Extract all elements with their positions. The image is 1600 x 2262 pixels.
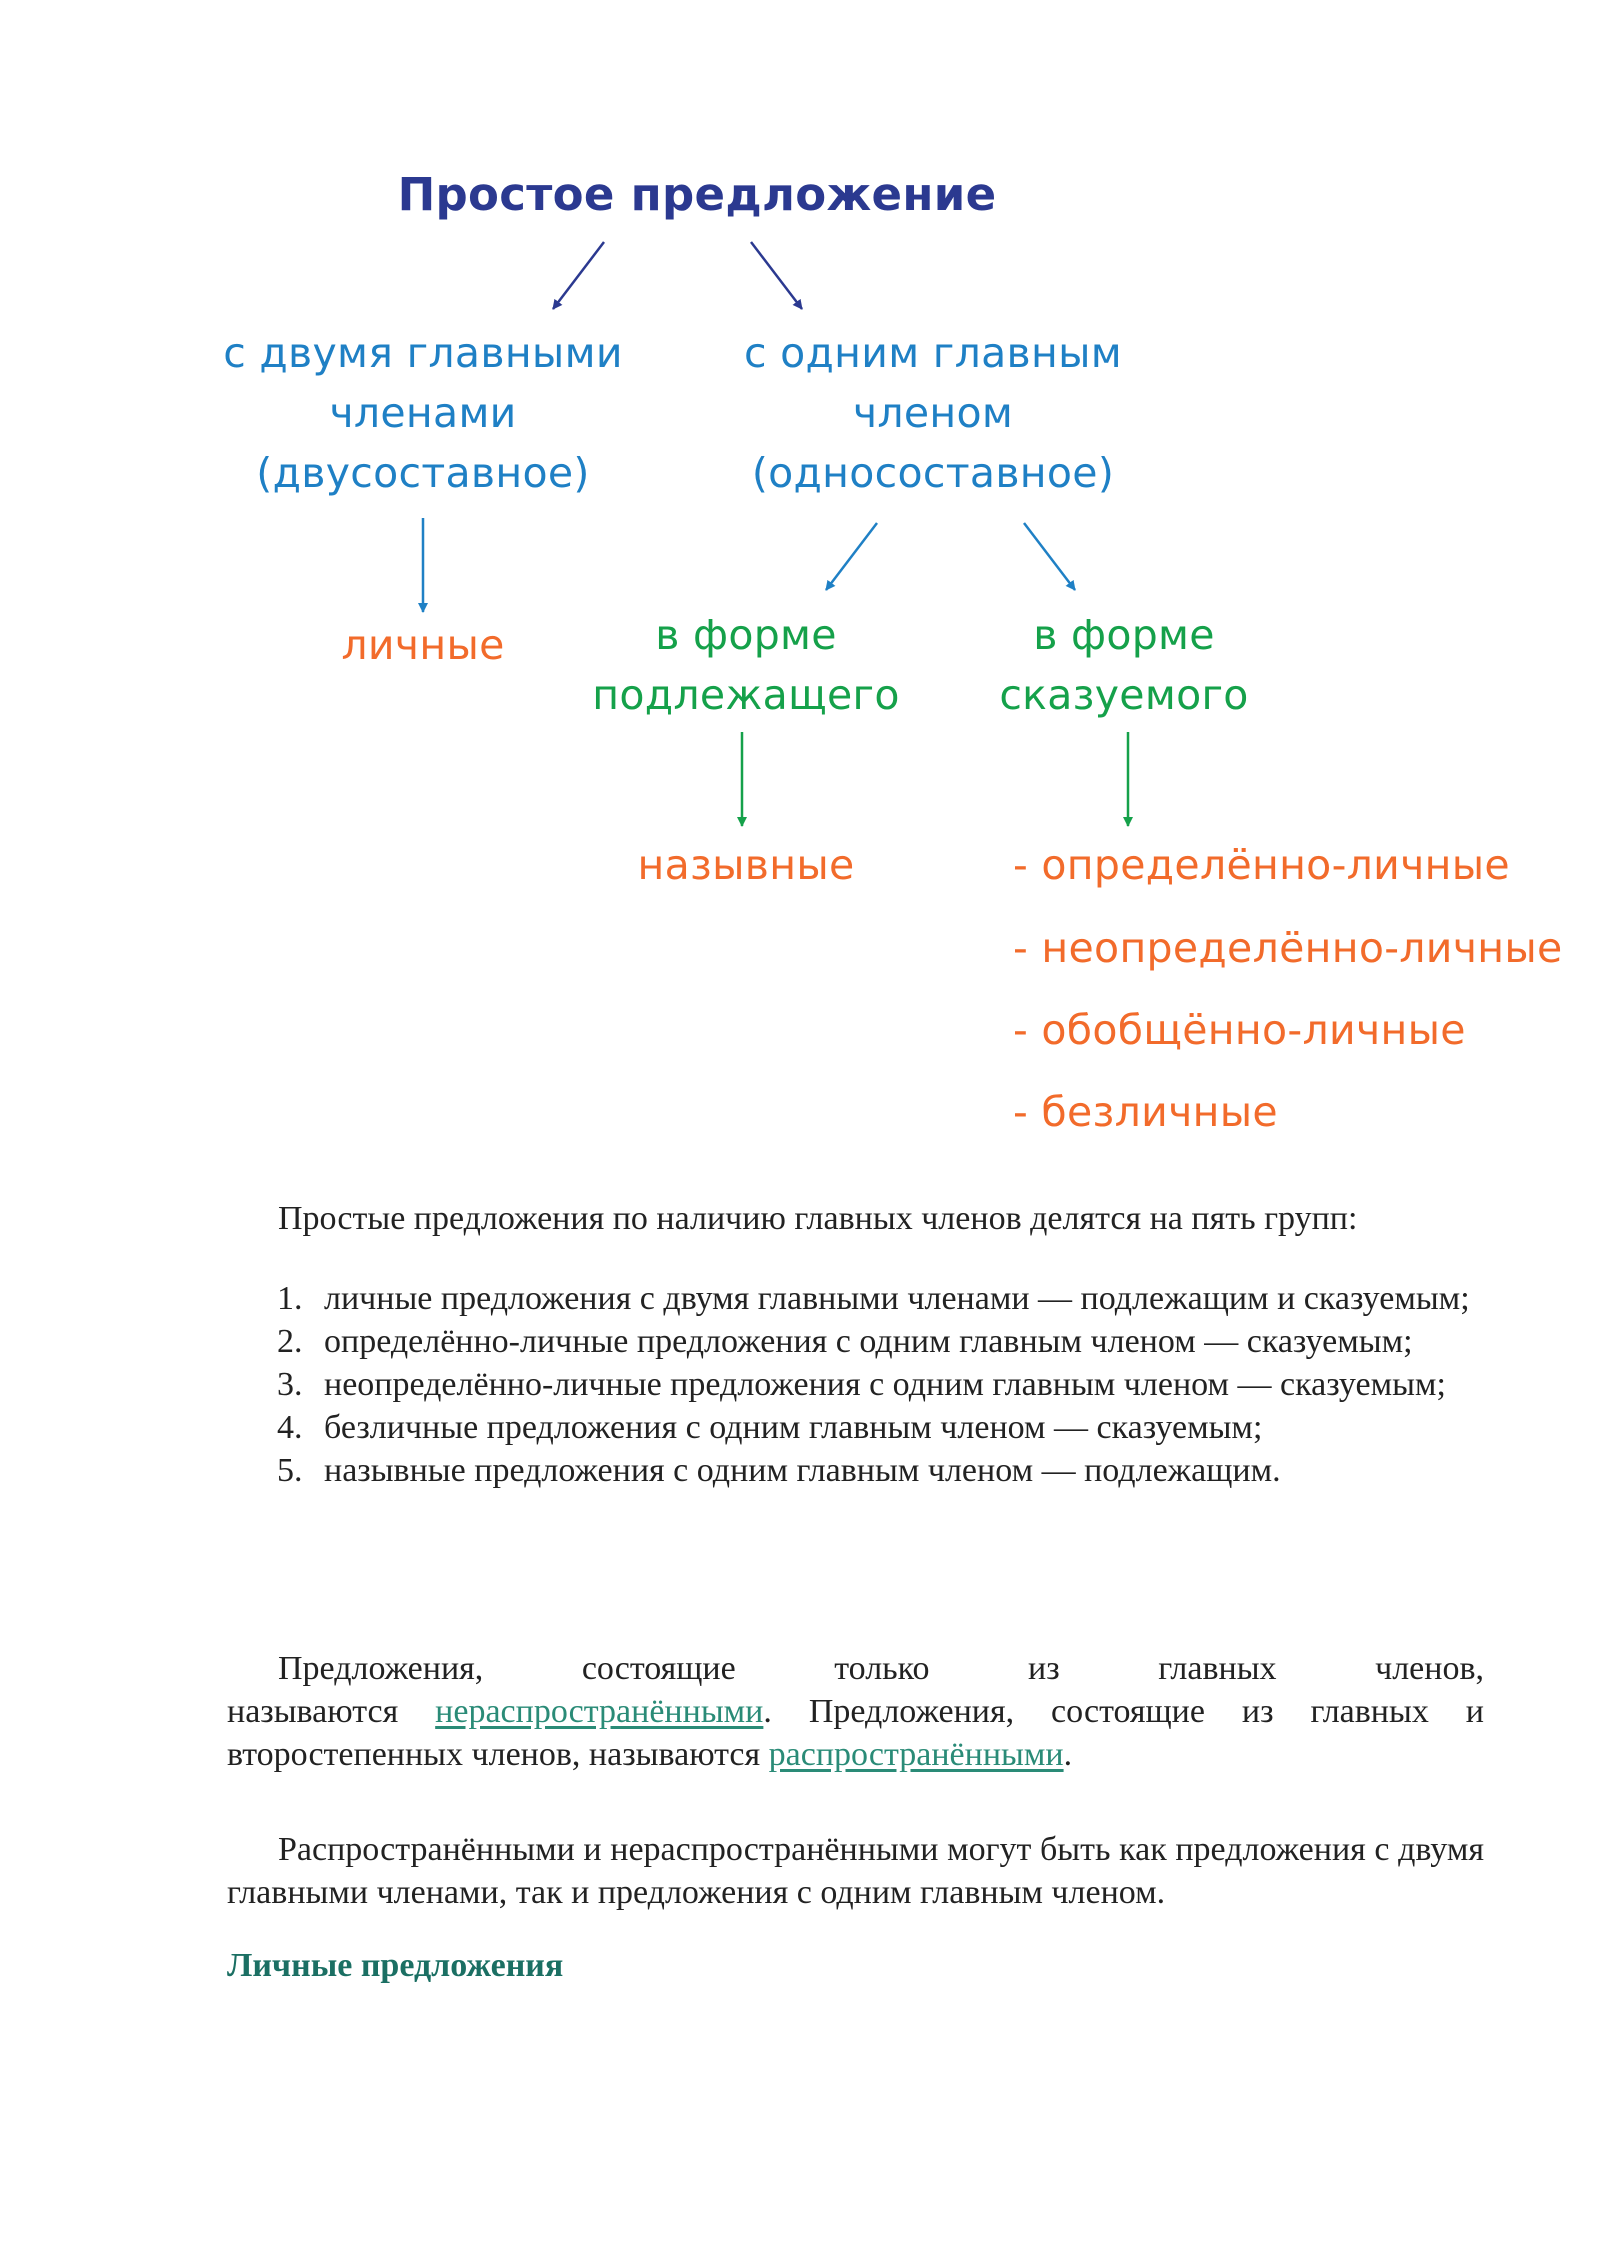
list-number: 3.	[277, 1366, 303, 1403]
subject-form-node	[592, 605, 900, 725]
arrow-title-to-two-member	[553, 242, 604, 309]
intro-text: Простые предложения по наличию главных членов делятся на пять групп:	[278, 1200, 1358, 1237]
predicate-type-3: - обобщённо-личные	[1013, 1006, 1466, 1054]
two-member-line3: (двусоставное)	[256, 449, 590, 497]
list-text: определённо-личные предложения с одним главным членом — сказуемым;	[324, 1323, 1413, 1360]
groups-list	[227, 1277, 1484, 1492]
list-number: 2.	[277, 1323, 303, 1360]
arrow-one-member-to-subject-form	[826, 523, 877, 590]
arrow-title-to-one-member	[751, 242, 802, 309]
list-text: неопределённо-личные предложения с одним главным членом — сказуемым;	[324, 1366, 1446, 1403]
predicate-type-1: - определённо-личные	[1013, 841, 1510, 889]
list-number: 1.	[277, 1280, 303, 1317]
subject-form-line2: подлежащего	[592, 671, 900, 719]
unextended-link[interactable]: нераспространёнными	[435, 1693, 764, 1730]
predicate-type-2: - неопределённо-личные	[1013, 924, 1563, 972]
list-item	[227, 1406, 1484, 1449]
list-item	[227, 1320, 1484, 1363]
list-item	[227, 1449, 1484, 1492]
predicate-form-node	[999, 605, 1248, 725]
predicate-form-line1: в форме	[1033, 611, 1215, 659]
one-member-line2: членом	[852, 389, 1014, 437]
two-member-line1: с двумя главными	[223, 329, 623, 377]
one-member-node	[744, 323, 1122, 503]
list-number: 5.	[277, 1452, 303, 1489]
arrow-one-member-to-predicate-form	[1024, 523, 1075, 590]
intro-paragraph	[227, 1197, 1484, 1240]
extension-paragraph	[227, 1647, 1484, 1776]
list-number: 4.	[277, 1409, 303, 1446]
list-item	[227, 1277, 1484, 1320]
predicate-type-4: - безличные	[1013, 1088, 1278, 1136]
two-member-node	[223, 323, 623, 503]
predicate-form-line2: сказуемого	[999, 671, 1249, 719]
list-text: личные предложения с двумя главными членами — подлежащим и сказуемым;	[324, 1280, 1470, 1317]
third-paragraph-text: Распространёнными и нераспространёнными могут быть как предложения с двумя главными членами, так и предложения с одним главным членом.	[227, 1831, 1484, 1911]
third-paragraph	[227, 1828, 1484, 1914]
section-heading: Личные предложения	[227, 1947, 564, 1984]
list-text: безличные предложения с одним главным членом — сказуемым;	[324, 1409, 1263, 1446]
two-member-line2: членами	[329, 389, 517, 437]
extension-paragraph-first-line: Предложения, состоящие только из главных членов,	[278, 1650, 1484, 1687]
list-item	[227, 1363, 1484, 1406]
one-member-line3: (односоставное)	[751, 449, 1115, 497]
extension-paragraph-rest: называются нераспространёнными. Предложения, состоящие из главных и второстепенных членов, называются распространёнными.	[227, 1693, 1484, 1773]
subject-form-line1: в форме	[655, 611, 837, 659]
extended-link[interactable]: распространёнными	[768, 1736, 1064, 1773]
list-text: назывные предложения с одним главным членом — подлежащим.	[324, 1452, 1281, 1489]
diagram-title: Простое предложение	[397, 168, 997, 221]
nominative-node: назывные	[637, 841, 855, 889]
one-member-line1: с одним главным	[743, 329, 1123, 377]
personal-node: личные	[341, 621, 505, 669]
